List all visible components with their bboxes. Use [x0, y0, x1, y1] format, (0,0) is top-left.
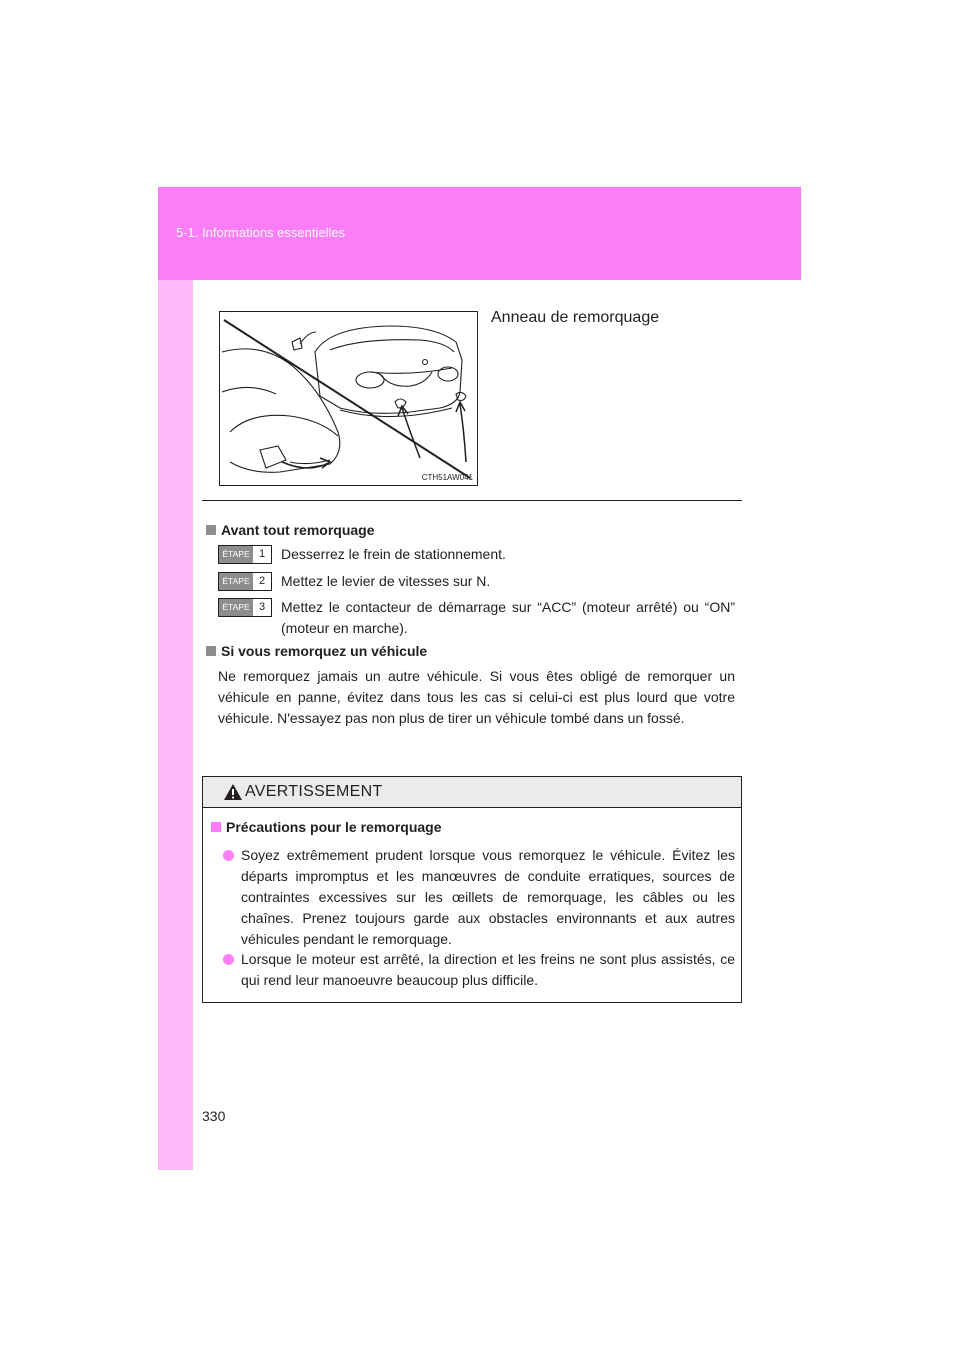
step-badge: ÉTAPE 2 — [218, 572, 272, 591]
bullet-dot-icon — [223, 850, 234, 861]
if-towing-heading: Si vous remorquez un véhicule — [206, 643, 427, 659]
towing-illustration — [219, 311, 478, 486]
warning-triangle-icon — [223, 783, 243, 801]
square-bullet-icon — [211, 822, 221, 832]
warning-bullet: Lorsque le moteur est arrêté, la direction et les freins ne sont plus assistés, ce qui rend leur manoeuvre beaucoup plus difficile. — [225, 949, 735, 991]
warning-section-heading: Précautions pour le remorquage — [211, 819, 442, 835]
square-bullet-icon — [206, 525, 216, 535]
section-title: 5-1. Informations essentielles — [176, 225, 346, 240]
step-badge: ÉTAPE 3 — [218, 598, 272, 617]
warning-box — [202, 776, 742, 1003]
page-header — [158, 187, 801, 280]
before-towing-heading: Avant tout remorquage — [206, 522, 375, 538]
figure-code: CTH51AW041 — [421, 473, 473, 482]
step-text: Desserrez le frein de stationnement. — [281, 546, 506, 562]
step-text: Mettez le contacteur de démarrage sur “ACC” (moteur arrêté) ou “ON” (moteur en marche). — [281, 599, 735, 636]
divider — [202, 500, 742, 501]
page-number: 330 — [202, 1108, 226, 1124]
step-badge: ÉTAPE 1 — [218, 545, 272, 564]
car-rear-illustration — [220, 312, 477, 485]
warning-bullet: Soyez extrêmement prudent lorsque vous remorquez le véhicule. Évitez les départs impromptus et les manœuvres de conduite erratiques, sources de contraintes excessives sur les œillets de remorquage, les câbles ou les chaînes. Prenez toujours garde aux obstacles environnants et aux autres véhicules pendant le remorquage. — [225, 845, 735, 950]
warning-header — [203, 777, 741, 808]
warning-title: AVERTISSEMENT — [245, 783, 383, 800]
figure-caption: Anneau de remorquage — [491, 309, 660, 326]
square-bullet-icon — [206, 646, 216, 656]
step-text: Mettez le levier de vitesses sur N. — [281, 573, 491, 589]
bullet-dot-icon — [223, 954, 234, 965]
if-towing-paragraph: Ne remorquez jamais un autre véhicule. Si vous êtes obligé de remorquer un véhicule en panne, évitez dans tous les cas si celui-ci est plus lourd que votre véhicule. N'essayez pas non plus de tirer un véhicule tombé dans un fossé. — [218, 668, 735, 726]
side-tab — [158, 187, 193, 1170]
